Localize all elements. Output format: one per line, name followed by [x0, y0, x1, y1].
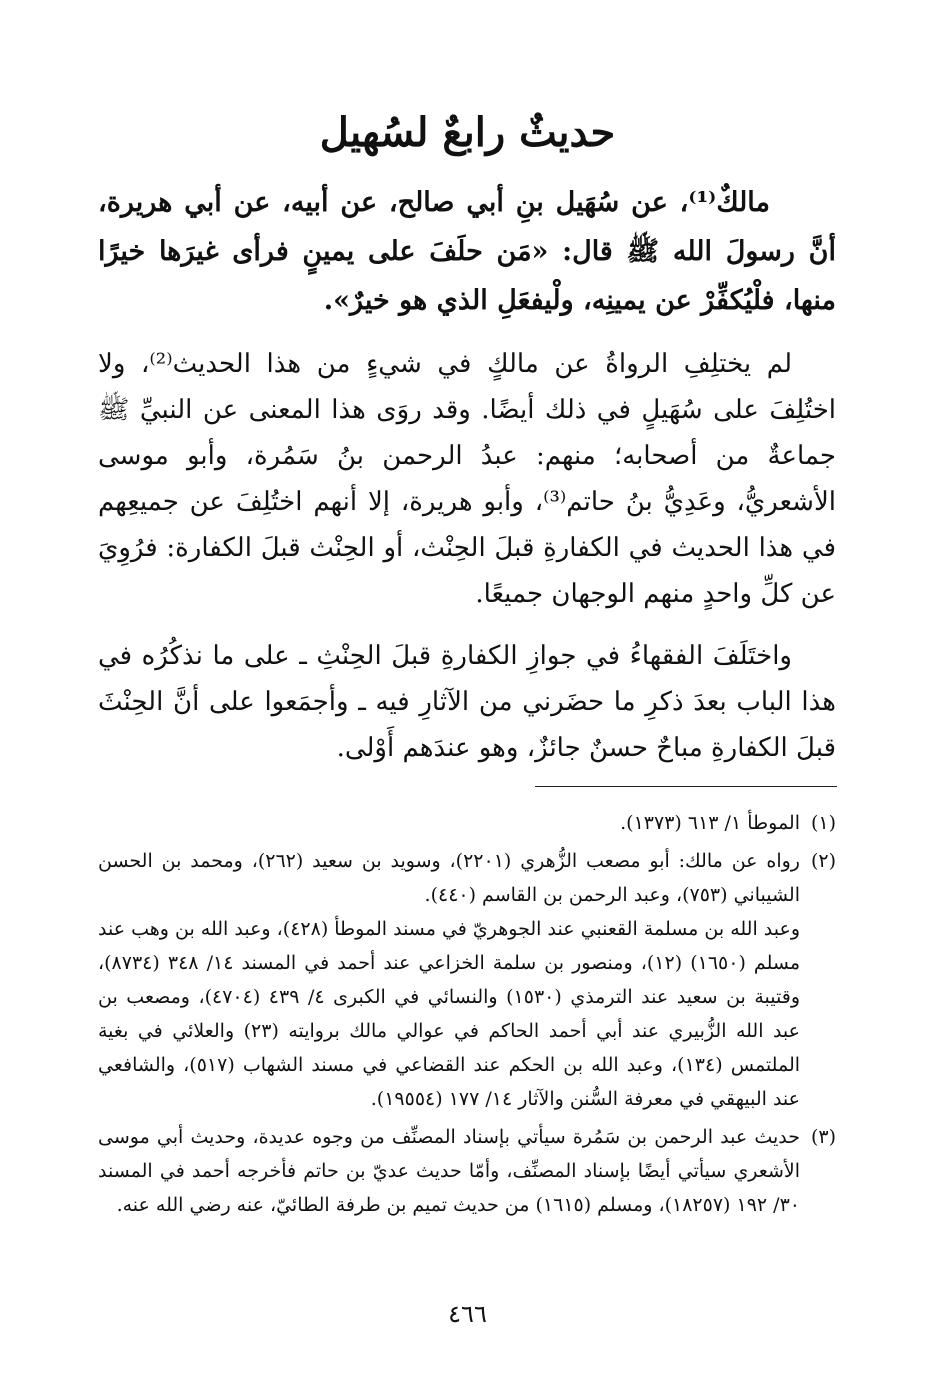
- footnote-text-continued: وعبد الله بن مسلمة القعنبي عند الجوهريّ في مسند الموطأ (٤٢٨)، وعبد الله بن وهب عند مسلم (١٦٥٠) (١٢)، ومنصور بن سلمة الخزاعي عند أحمد في المسند ١٤/ ٣٤٨ (٨٧٣٤)، وقتيبة بن سعيد عند الترمذي (١٥٣٠) والنسائي في الكبرى ٤/ ٤٣٩ (٤٧٠٤)، ومصعب بن عبد الله الزُّبيري عند أبي أحمد الحاكم في عوالي مالك بروايته (٢٣) والعلائي في بغية الملتمس (١٣٤)، وعبد الله بن الحكم عند القضاعي في مسند الشهاب (٥١٧)، والشافعي عند البيهقي في معرفة السُّنن والآثار ١٤/ ١٧٧ (١٩٥٥٤).: [98, 918, 801, 1110]
- footnote-2: [98, 844, 836, 1116]
- main-text: [98, 178, 836, 787]
- footnote-text: الموطأ ١/ ٦١٣ (١٣٧٣).: [620, 812, 800, 834]
- footnote-number: (١): [810, 812, 836, 834]
- footnote-3: [98, 1120, 836, 1222]
- section-title: حديثٌ رابعٌ لسُهيل: [319, 109, 616, 156]
- commentary-paragraph-1: لم يختلِفِ الرواةُ عن مالكٍ في شيءٍ من هذا الحديث⁽²⁾، ولا اختُلِفَ على سُهَيلٍ في ذلك أيضًا. وقد روَى هذا المعنى عن النبيِّ ﷺ جماعةٌ من أصحابه؛ منهم: عبدُ الرحمن بنُ سَمُرة، وأبو موسى الأشعريُّ، وعَدِيُّ بنُ حاتم⁽³⁾، وأبو هريرة، إلا أنهم اختُلِفَ عن جميعِهم في هذا الحديث في الكفارةِ قبلَ الحِنْث، أو الحِنْث قبلَ الكفارة: فرُوِيَ عن كلِّ واحدٍ منهم الوجهان جميعًا.: [98, 349, 836, 609]
- footnotes: [98, 806, 836, 1226]
- footnote-text: حديث عبد الرحمن بن سَمُرة سيأتي بإسناد المصنِّف من وجوه عديدة، وحديث أبي موسى الأشعري سيأتي أيضًا بإسناد المصنِّف، وأمّا حديث عديّ بن حاتم فأخرجه أحمد في المسند ٣٠/ ١٩٢ (١٨٢٥٧)، ومسلم (١٦١٥) من حديث تميم بن طرفة الطائيّ، عنه رضي الله عنه.: [98, 1126, 800, 1216]
- commentary-paragraph-2: واختَلَفَ الفقهاءُ في جوازِ الكفارةِ قبلَ الحِنْثِ ـ على ما نذكُرُه في هذا الباب بعدَ ذكرِ ما حضَرني من الآثارِ فيه ـ وأجمَعوا على أنَّ الحِنْثَ قبلَ الكفارةِ مباحٌ حسنٌ جائزٌ، وهو عندَهم أَوْلى.: [98, 641, 836, 763]
- footnote-divider: [535, 786, 837, 787]
- page-number: ٤٦٦: [448, 1300, 487, 1328]
- footnote-1: [98, 806, 836, 840]
- footnote-text: رواه عن مالك: أبو مصعب الزُّهري (٢٢٠١)، وسويد بن سعيد (٢٦٢)، ومحمد بن الحسن الشيباني (٧٥٣)، وعبد الرحمن بن القاسم (٤٤٠).: [98, 850, 800, 906]
- footnote-number: (٢): [810, 850, 836, 872]
- footnote-number: (٣): [810, 1126, 836, 1148]
- hadith-paragraph: مالكٌ⁽¹⁾، عن سُهَيل بنِ أبي صالح، عن أبيه، عن أبي هريرة، أنَّ رسولَ الله ﷺ قال: «مَن حلَفَ على يمينٍ فرأى غيرَها خيرًا منها، فلْيُكفِّرْ عن يمينِه، ولْيفعَلِ الذي هو خيرٌ».: [98, 187, 836, 316]
